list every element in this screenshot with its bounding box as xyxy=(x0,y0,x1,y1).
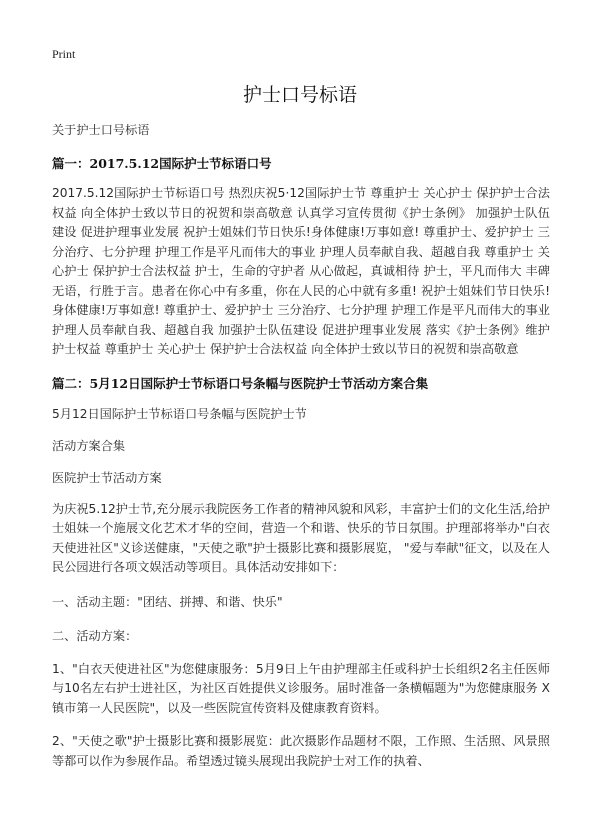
intro-line: 关于护士口号标语 xyxy=(52,123,150,137)
section2-line3: 医院护士节活动方案 xyxy=(52,470,162,485)
section2-line1: 5月12日国际护士节标语口号条幅与医院护士节 xyxy=(52,406,307,421)
plan-item-2: 2、"天使之歌"护士摄影比赛和摄影展览：此次摄影作品题材不限，工作照、生活照、风景照等都可以作为参展作品。希望透过镜头展现出我院护士对工作的执着、 xyxy=(52,734,550,768)
section2-heading: 篇二：5月12日国际护士节标语口号条幅与医院护士节活动方案合集 xyxy=(52,375,429,391)
page-title: 护士口号标语 xyxy=(242,84,357,106)
section1-heading: 篇一：2017.5.12国际护士节标语口号 xyxy=(52,156,272,171)
document-body xyxy=(52,120,550,785)
section2-para1: 为庆祝5.12护士节,充分展示我院医务工作者的精神风貌和风彩，丰富护士们的文化生活,给护士姐妹一个施展文化艺术才华的空间，营造一个和谐、快乐的节日氛围。护理部将举办"白衣天使进社区"义诊送健康，"天使之歌"护士摄影比赛和摄影展览， "爱与奉献"征文，以及在人民公园进行各项文娱活动等项目。具体活动安排如下： xyxy=(52,501,551,574)
print-link[interactable]: Print xyxy=(52,47,76,61)
section2-line2: 活动方案合集 xyxy=(52,438,126,453)
activity-theme: 一、活动主题："团结、拼搏、和谐、快乐" xyxy=(52,594,283,609)
section1-body: 2017.5.12国际护士节标语口号 热烈庆祝5·12国际护士节 尊重护士 关心护士 保护护士合法权益 向全体护士致以节日的祝贺和崇高敬意 认真学习宣传贯彻《护士条例》 加强护士队伍建设 促进护理事业发展 祝护士姐妹们节日快乐!身体健康!万事如意! 尊重护士、爱护护士 三分治疗、七分护理 护理工作是平凡而伟大的事业 护理人员奉献自我、超越自我 尊重护士 关心护士 保护护士合法权益 护士，生命的守护者 从心做起，真诚相待 护士，平凡而伟大 丰碑无语，行胜于言。患者在你心中有多重，你在人民的心中就有多重! 祝护士姐妹们节日快乐!身体健康!万事如意! 尊重护士、爱护护士 三分治疗、七分护理 护理工作是平凡而伟大的事业 护理人员奉献自我、超越自我 加强护士队伍建设 促进护理事业发展 落实《护士条例》维护护士权益 尊重护士 关心护士 保护护士合法权益 向全体护士致以节日的祝贺和崇高敬意 xyxy=(52,186,550,356)
plan-heading: 二、活动方案： xyxy=(52,628,138,643)
plan-item-1: 1、"白衣天使进社区"为您健康服务：5月9日上午由护理部主任或科护士长组织2名主任医师与10名左右护士进社区，为社区百姓提供义诊服务。届时准备一条横幅题为"为您健康服务 X镇市第一人民医院"，以及一些医院宣传资料及健康教育资料。 xyxy=(52,661,550,715)
